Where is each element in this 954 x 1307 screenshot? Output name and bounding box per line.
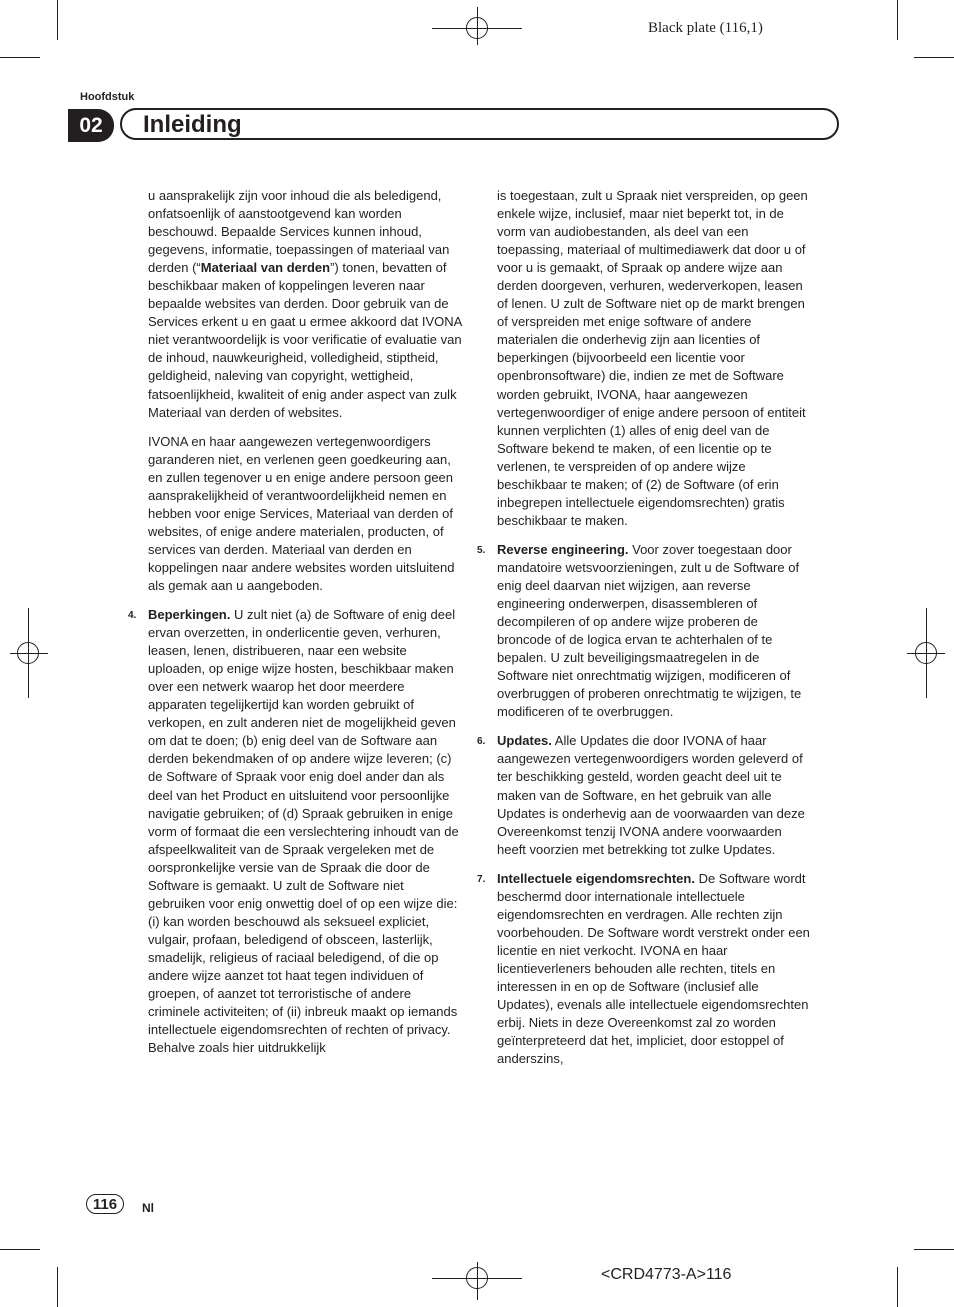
left-column bbox=[128, 187, 464, 1068]
crop-mark bbox=[57, 1267, 58, 1307]
language-code: Nl bbox=[142, 1201, 154, 1215]
plate-label: Black plate (116,1) bbox=[648, 20, 763, 36]
right-column bbox=[477, 187, 813, 1079]
list-item-title: Reverse engineering. bbox=[497, 541, 629, 557]
chapter-label: Hoofdstuk bbox=[80, 91, 135, 103]
list-number: 5. bbox=[477, 544, 486, 556]
chapter-number: 02 bbox=[68, 109, 114, 142]
crop-mark bbox=[897, 1267, 898, 1307]
paragraph: is toegestaan, zult u Spraak niet verspreiden, op geen enkele wijze, inclusief, maar niet beperkt tot, in de vorm van audiobestanden, als deel van een toepassing, materiaal of multimediawerk dat door u of voor u is gemaakt, of Spraak op andere wijze aan derden doorgeven, verhuren, wederverkopen, leasen of lenen. U zult de Software niet op de markt brengen of verspreiden met enige software of andere materialen die onderhevig zijn aan licenties of beperkingen (bijvoorbeeld een licentie voor openbronsoftware) die, indien ze met de Software worden gebruikt, IVONA, haar aangewezen vertegenwoordiger of enige andere persoon of entiteit kunnen verplichten (1) alles of enig deel van de Software bekend te maken, of een licentie op te verlenen, te verspreiden of op andere wijze beschikbaar te maken; of (2) de Software (of erin inbegrepen intellectuele eigendomsrechten) gratis beschikbaar te maken. bbox=[497, 188, 808, 528]
list-item-title: Beperkingen. bbox=[148, 607, 231, 623]
list-number: 6. bbox=[477, 736, 486, 748]
document-code: <CRD4773-A>116 bbox=[601, 1266, 732, 1283]
list-number: 7. bbox=[477, 873, 486, 885]
crop-mark bbox=[57, 0, 58, 40]
list-item-title: Updates. bbox=[497, 733, 552, 749]
list-item: 6. Updates. Alle Updates die door IVONA of haar aangewezen vertegenwoordigers worden geleverd of ter beschikking gesteld, worden geacht deel uit te maken van de Software, en het gebruik van alle Updates is onderhevig aan de voorwaarden van deze Overeenkomst tenzij IVONA andere voorwaarden heeft voorzien met betrekking tot zulke Updates. bbox=[477, 733, 805, 857]
page-number: 116 bbox=[86, 1194, 124, 1214]
registration-mark bbox=[466, 1267, 488, 1289]
crop-mark bbox=[914, 57, 954, 58]
list-item: 4. Beperkingen. U zult niet (a) de Software of enig deel ervan overzetten, in onderlicentie geven, verhuren, leasen, lenen, distribueren, naar een website uploaden, op enige wijze hosten, beschikbaar maken over een netwerk waarop het door meerdere apparaten tegelijkertijd kan worden gebruikt of verkopen, en zult anderen niet de mogelijkheid geven om dat te doen; (b) enig deel van de Software aan derden bekendmaken of op andere wijze leveren; (c) de Software of Spraak voor enig doel ander dan als deel van het Product en uitsluitend voor persoonlijke navigatie gebruiken; of (d) Spraak gebruiken in enige vorm of formaat die een verslechtering inhoudt van de afspeelkwaliteit van de Spraak vergeleken met de oorspronkelijke versie van de Spraak die door de Software is gemaakt. U zult de Software niet gebruiken voor enig onwettig doel of op een wijze die: (i) kan worden beschouwd als seksueel expliciet, vulgair, profaan, beledigend of obsceen, lasterlijk, smadelijk, religieus of raciaal beledigend, of die op andere wijze aanzet tot haat tegen individuen of groepen, of aanzet tot terroristische of andere criminele activiteiten; of (ii) inbreuk maakt op iemands intellectuele eigendomsrechten of rechten of privacy. Behalve zoals hier uitdrukkelijk bbox=[128, 607, 459, 1056]
list-item-title: Intellectuele eigendomsrechten. bbox=[497, 870, 695, 886]
crop-mark bbox=[897, 0, 898, 40]
paragraph: IVONA en haar aangewezen vertegenwoordigers garanderen niet, en verlenen geen goedkeuring aan, en zullen tegenover u en enige andere persoon geen aansprakelijkheid of verantwoordelijkheid nemen en hebben voor enige Services, Materiaal van derden of websites, of enige andere materialen, producten, of services van derden. Materiaal van derden en koppelingen naar andere websites worden uitsluitend als gemak aan u aangeboden. bbox=[148, 433, 455, 593]
crop-mark bbox=[0, 1249, 40, 1250]
registration-mark bbox=[17, 642, 39, 664]
page-title: Inleiding bbox=[143, 111, 242, 138]
crop-mark bbox=[0, 57, 40, 58]
paragraph: u aansprakelijk zijn voor inhoud die als beledigend, onfatsoenlijk of aanstootgevend kan worden beschouwd. Bepaalde Services kunnen inhoud, gegevens, informatie, toepassingen of materiaal van derden (“Materiaal van derden”) tonen, bevatten of beschikbaar maken of koppelingen leveren naar bepaalde websites van derden. Door gebruik van de Services erkent u en gaat u ermee akkoord dat IVONA niet verantwoordelijk is voor verificatie of evaluatie van de inhoud, nauwkeurigheid, volledigheid, stiptheid, geldigheid, naleving van copyright, wettigheid, fatsoenlijkheid, kwaliteit of enig ander aspect van zulk Materiaal van derden of websites. bbox=[148, 188, 462, 420]
registration-mark bbox=[466, 17, 488, 39]
list-item: 7. Intellectuele eigendomsrechten. De Software wordt beschermd door internationale intellectuele eigendomsrechten en verdragen. Alle rechten zijn voorbehouden. De Software wordt verstrekt onder een licentie en niet verkocht. IVONA en haar licentieverleners behouden alle rechten, titels en interessen in en op de Software (inclusief alle Updates), evenals alle intellectuele eigendomsrechten erbij. Niets in deze Overeenkomst zal zo worden geïnterpreteerd dat het, impliciet, door estoppel of anderszins, bbox=[477, 870, 810, 1067]
list-number: 4. bbox=[128, 610, 137, 622]
registration-mark bbox=[915, 642, 937, 664]
crop-mark bbox=[914, 1249, 954, 1250]
list-item: 5. Reverse engineering. Voor zover toegestaan door mandatoire wetsvoorzieningen, zult u de Software of enig deel daarvan niet wijzigen, aan reverse engineering onderwerpen, disassembleren of decompileren of op andere wijze proberen de broncode of de logica ervan te achterhalen of te bepalen. U zult beveiligingsmaatregelen in de Software niet onrechtmatig wijzigen, modificeren of overbruggen of proberen onrechtmatig te wijzigen, te modificeren of te overbruggen. bbox=[477, 541, 802, 720]
